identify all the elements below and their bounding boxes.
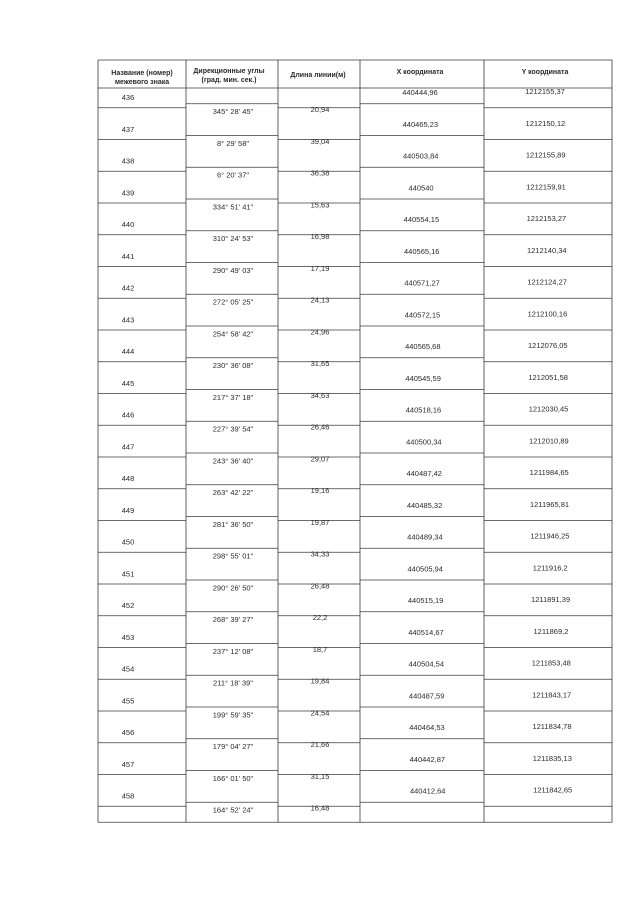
point-y: 1212051,58 xyxy=(528,372,568,382)
point-x: 440572,15 xyxy=(404,310,441,320)
point-y: 1211965,81 xyxy=(530,499,570,509)
segment-length: 19,87 xyxy=(310,517,330,527)
point-name: 452 xyxy=(121,601,135,610)
point-x: 440464,53 xyxy=(409,723,445,732)
segment-length: 24,54 xyxy=(310,708,330,718)
point-name: 453 xyxy=(121,632,135,642)
point-x: 440504,54 xyxy=(408,659,445,669)
point-y: 1212076,05 xyxy=(527,341,568,350)
segment-angle: 217° 37' 18" xyxy=(212,392,254,402)
point-x: 440487,59 xyxy=(408,691,445,701)
segment-length: 22,2 xyxy=(312,613,328,622)
table-header xyxy=(111,68,568,86)
point-y: 1212124,27 xyxy=(527,277,567,287)
segment-angle: 243° 36' 40" xyxy=(212,456,254,466)
header-angle-line2: (град. мин. сек.) xyxy=(201,77,257,84)
point-x: 440500,34 xyxy=(406,437,442,447)
segment-length: 16,48 xyxy=(310,803,330,813)
point-name: 454 xyxy=(121,664,135,674)
point-y: 1211869,2 xyxy=(533,626,569,636)
segment-length: 16,98 xyxy=(310,232,330,241)
segment-angle: 237° 12' 08" xyxy=(212,646,254,656)
segment-length: 15,63 xyxy=(310,200,330,210)
point-x: 440503,84 xyxy=(402,151,439,161)
point-name: 449 xyxy=(121,505,135,515)
segment-length: 21,66 xyxy=(310,740,330,749)
point-y: 1211946,25 xyxy=(530,531,570,541)
segment-angle: 345° 28' 45" xyxy=(212,107,254,116)
point-x: 440465,23 xyxy=(402,119,439,129)
header-y: Y координата xyxy=(521,69,569,76)
header-length: Длина линии(м) xyxy=(290,72,346,79)
point-x: 440571,27 xyxy=(404,278,440,288)
segment-length: 31,65 xyxy=(310,359,330,368)
point-y: 1211842,65 xyxy=(533,785,573,795)
segment-angle: 179° 04' 27" xyxy=(212,742,254,751)
segment-angle: 211° 18' 39" xyxy=(213,678,253,688)
segment-angle: 166° 01' 50" xyxy=(212,773,254,783)
point-x: 440565,68 xyxy=(405,342,441,351)
point-name: 441 xyxy=(121,251,135,261)
point-name: 438 xyxy=(121,156,135,166)
point-name: 457 xyxy=(121,759,135,769)
point-name: 456 xyxy=(121,728,135,737)
point-x: 440489,34 xyxy=(407,532,443,542)
segment-length: 20,94 xyxy=(310,105,330,114)
point-y: 1211916,2 xyxy=(532,563,568,573)
header-x: X координата xyxy=(396,69,444,76)
point-x: 440515,19 xyxy=(407,596,444,605)
point-y: 1212140,34 xyxy=(526,245,567,255)
segment-angle: 272° 05' 25" xyxy=(212,297,254,307)
segment-angle: 334° 51' 41" xyxy=(212,202,254,212)
point-name: 442 xyxy=(121,283,135,293)
segment-length: 17,19 xyxy=(310,263,330,273)
segment-angle: 8° 29' 58" xyxy=(216,138,250,148)
segment-angle: 298° 55' 01" xyxy=(212,551,254,561)
segment-angle: 290° 49' 03" xyxy=(212,265,254,275)
point-name: 440 xyxy=(121,220,135,229)
point-name: 451 xyxy=(121,569,135,579)
segment-length: 19,16 xyxy=(310,486,330,495)
segment-angle: 230° 36' 08" xyxy=(212,361,254,370)
point-y: 1211853,48 xyxy=(531,658,571,668)
segment-angle: 290° 26' 50" xyxy=(212,583,254,593)
segment-angle: 310° 24' 53" xyxy=(212,234,254,243)
point-name: 448 xyxy=(121,474,135,483)
segment-angle: 164° 52' 24" xyxy=(212,805,254,815)
segment-length: 36,38 xyxy=(310,168,330,178)
point-name: 437 xyxy=(121,124,135,134)
point-x: 440444,96 xyxy=(402,88,438,97)
point-y: 1212153,27 xyxy=(526,214,567,223)
segment-angle: 6° 20' 37" xyxy=(216,170,250,180)
segment-length: 26,46 xyxy=(310,422,330,432)
point-name: 450 xyxy=(121,537,135,547)
point-y: 1211984,65 xyxy=(529,468,569,477)
point-x: 440485,32 xyxy=(406,500,443,510)
header-name-line1: Название (номер) xyxy=(111,70,173,77)
point-x: 440545,59 xyxy=(405,373,441,383)
segment-length: 34,33 xyxy=(310,549,330,559)
segment-length: 19,84 xyxy=(310,676,330,686)
segment-length: 29,07 xyxy=(310,454,330,464)
header-angle-line1: Дирекционные углы xyxy=(193,68,265,75)
point-y: 1212030,45 xyxy=(528,404,569,414)
point-name: 443 xyxy=(121,315,135,325)
segment-length: 26,48 xyxy=(310,581,330,591)
segment-angle: 268° 39' 27" xyxy=(212,615,254,624)
segment-length: 34,63 xyxy=(310,390,330,400)
point-name: 444 xyxy=(121,347,135,356)
point-y: 1211891,39 xyxy=(531,595,571,604)
point-x: 440565,16 xyxy=(404,246,440,256)
point-name: 455 xyxy=(121,696,135,706)
segment-length: 18,7 xyxy=(312,644,328,654)
point-x: 440518,16 xyxy=(405,405,442,415)
point-y: 1212100,16 xyxy=(527,309,568,319)
point-name: 446 xyxy=(121,410,135,420)
segment-angle: 199° 59' 35" xyxy=(212,710,254,720)
point-y: 1212150,12 xyxy=(525,118,566,128)
segment-angle: 263° 42' 22" xyxy=(212,488,254,497)
point-y: 1212159,91 xyxy=(526,182,566,192)
segment-length: 24,13 xyxy=(310,295,330,305)
point-y: 1212010,89 xyxy=(529,436,569,446)
point-x: 440514,67 xyxy=(408,627,444,637)
point-name: 447 xyxy=(121,442,135,452)
header-name-line2: межевого знака xyxy=(114,79,170,86)
point-name: 436 xyxy=(121,93,135,102)
segment-length: 31,15 xyxy=(310,771,330,781)
table-body xyxy=(122,87,572,815)
segment-angle: 281° 36' 50" xyxy=(212,519,254,529)
point-y: 1211834,78 xyxy=(532,722,572,731)
point-name: 458 xyxy=(121,791,135,801)
point-x: 440487,42 xyxy=(406,469,442,478)
point-x: 440540 xyxy=(408,183,434,193)
point-x: 440554,15 xyxy=(403,215,440,224)
segment-length: 39,04 xyxy=(310,136,330,146)
point-x: 440412,64 xyxy=(409,786,446,796)
point-x: 440442,87 xyxy=(409,754,446,764)
point-y: 1212155,89 xyxy=(525,150,566,160)
point-y: 1211835,13 xyxy=(532,753,572,763)
segment-length: 24,96 xyxy=(310,327,330,337)
point-name: 439 xyxy=(121,188,135,198)
segment-angle: 254° 58' 42" xyxy=(212,329,254,339)
point-y: 1212155,37 xyxy=(525,87,565,96)
point-x: 440505,94 xyxy=(407,564,443,574)
point-name: 445 xyxy=(121,378,135,388)
point-y: 1211843,17 xyxy=(532,690,572,700)
segment-angle: 227° 39' 54" xyxy=(212,424,254,434)
